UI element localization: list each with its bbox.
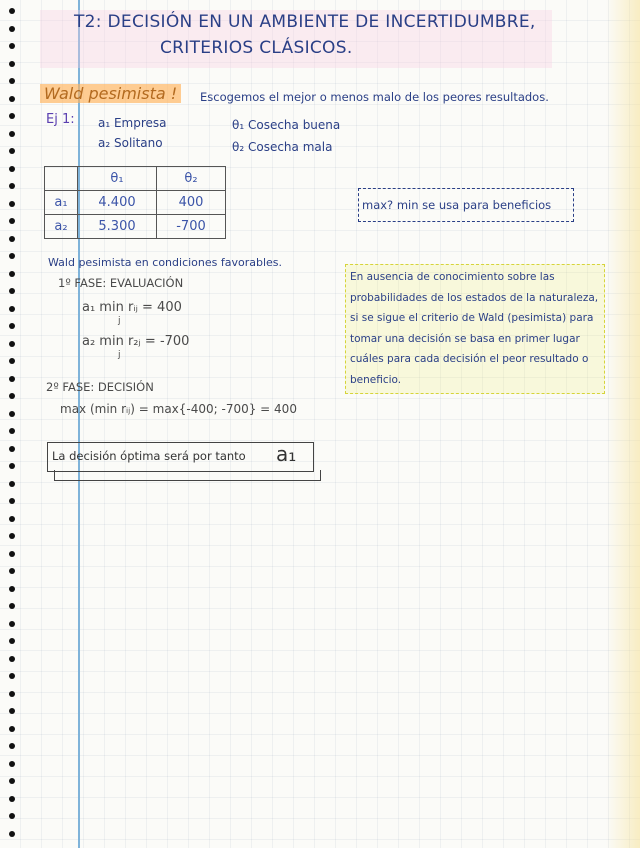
binding-hole: [9, 568, 15, 574]
margin-line: [78, 0, 80, 848]
definition-box: [345, 264, 605, 394]
phase2-equation: max (min rᵢⱼ) = max{-400; -700} = 400: [60, 402, 297, 416]
phase1-eq2-subscript: j: [118, 350, 121, 360]
title-line-2: CRITERIOS CLÁSICOS.: [160, 38, 353, 58]
binding-hole: [9, 516, 15, 522]
binding-hole: [9, 148, 15, 154]
binding-hole: [9, 183, 15, 189]
alternative-a2: a₂ Solitano: [98, 136, 163, 150]
binding-hole: [9, 96, 15, 102]
table-cell: a₁: [45, 191, 78, 215]
binding-hole: [9, 796, 15, 802]
table-cell: 4.400: [78, 191, 157, 215]
binding-hole: [9, 551, 15, 557]
table-cell: a₂: [45, 215, 78, 239]
table-header-cell: [45, 167, 78, 191]
binding-hole: [9, 271, 15, 277]
title-line-1: T2: DECISIÓN EN UN AMBIENTE DE INCERTIDUMBRE,: [74, 12, 536, 32]
state-theta1: θ₁ Cosecha buena: [232, 118, 341, 132]
binding-hole: [9, 761, 15, 767]
binding-hole: [9, 358, 15, 364]
table-cell: 400: [157, 191, 226, 215]
binding-hole: [9, 61, 15, 67]
state-theta2: θ₂ Cosecha mala: [232, 140, 333, 154]
binding-hole: [9, 446, 15, 452]
binding-hole: [9, 306, 15, 312]
payoff-table: [44, 166, 226, 239]
binding-hole: [9, 638, 15, 644]
binding-hole: [9, 708, 15, 714]
phase1-eq2: a₂ min r₂ⱼ = -700: [82, 334, 190, 349]
binding-hole: [9, 621, 15, 627]
binding-hole: [9, 376, 15, 382]
table-header-cell: θ₁: [78, 167, 157, 191]
binding-hole: [9, 236, 15, 242]
binding-hole: [9, 726, 15, 732]
binding-hole: [9, 428, 15, 434]
binding-hole: [9, 166, 15, 172]
example-label: Ej 1:: [46, 112, 75, 127]
binding-hole: [9, 673, 15, 679]
binding-hole: [9, 78, 15, 84]
table-header-cell: θ₂: [157, 167, 226, 191]
table-cell: -700: [157, 215, 226, 239]
alternative-a1: a₁ Empresa: [98, 116, 167, 130]
table-cell: 5.300: [78, 215, 157, 239]
phase1-label: 1º FASE: EVALUACIÓN: [58, 276, 184, 290]
definition-text: En ausencia de conocimiento sobre las probabilidades de los estados de la naturaleza, si se sigue el criterio de Wald (pesimista) para tomar una decisión se basa en primer lugar cuáles para cada decisión el peor resultado o beneficio.: [350, 271, 599, 386]
binding-hole: [9, 481, 15, 487]
binding-hole: [9, 498, 15, 504]
bullet-wald: Wald pesimista en condiciones favorables.: [48, 256, 283, 269]
wald-heading: Wald pesimista !: [40, 84, 181, 103]
binding-hole: [9, 323, 15, 329]
binding-hole: [9, 603, 15, 609]
conclusion-text: La decisión óptima será por tanto: [52, 449, 246, 463]
maximin-note: max? min se usa para beneficios: [362, 198, 552, 212]
binding-hole: [9, 656, 15, 662]
table-header-row: [45, 167, 226, 191]
binding-hole: [9, 341, 15, 347]
binding-hole: [9, 831, 15, 837]
binding-hole: [9, 218, 15, 224]
conclusion-answer: a₁: [276, 442, 297, 466]
binding-hole: [9, 393, 15, 399]
binding-hole: [9, 463, 15, 469]
table-row: [45, 191, 226, 215]
binding-hole: [9, 288, 15, 294]
binding-hole: [9, 201, 15, 207]
binding-hole: [9, 586, 15, 592]
binding-hole: [9, 113, 15, 119]
binding-hole: [9, 411, 15, 417]
binding-hole: [9, 253, 15, 259]
binding-hole: [9, 43, 15, 49]
phase1-eq1-subscript: j: [118, 316, 121, 326]
binding-hole: [9, 8, 15, 14]
wald-description: Escogemos el mejor o menos malo de los peores resultados.: [200, 90, 549, 104]
binding-hole: [9, 743, 15, 749]
phase1-eq1: a₁ min rᵢⱼ = 400: [82, 300, 182, 315]
binding-hole: [9, 533, 15, 539]
binding-hole: [9, 131, 15, 137]
page-edge-shade: [606, 0, 640, 848]
binding-hole: [9, 691, 15, 697]
binding-hole: [9, 813, 15, 819]
binding-hole: [9, 778, 15, 784]
binding-hole: [9, 26, 15, 32]
table-row: [45, 215, 226, 239]
spiral-binding: [6, 8, 18, 848]
phase2-label: 2º FASE: DECISIÓN: [46, 380, 154, 394]
